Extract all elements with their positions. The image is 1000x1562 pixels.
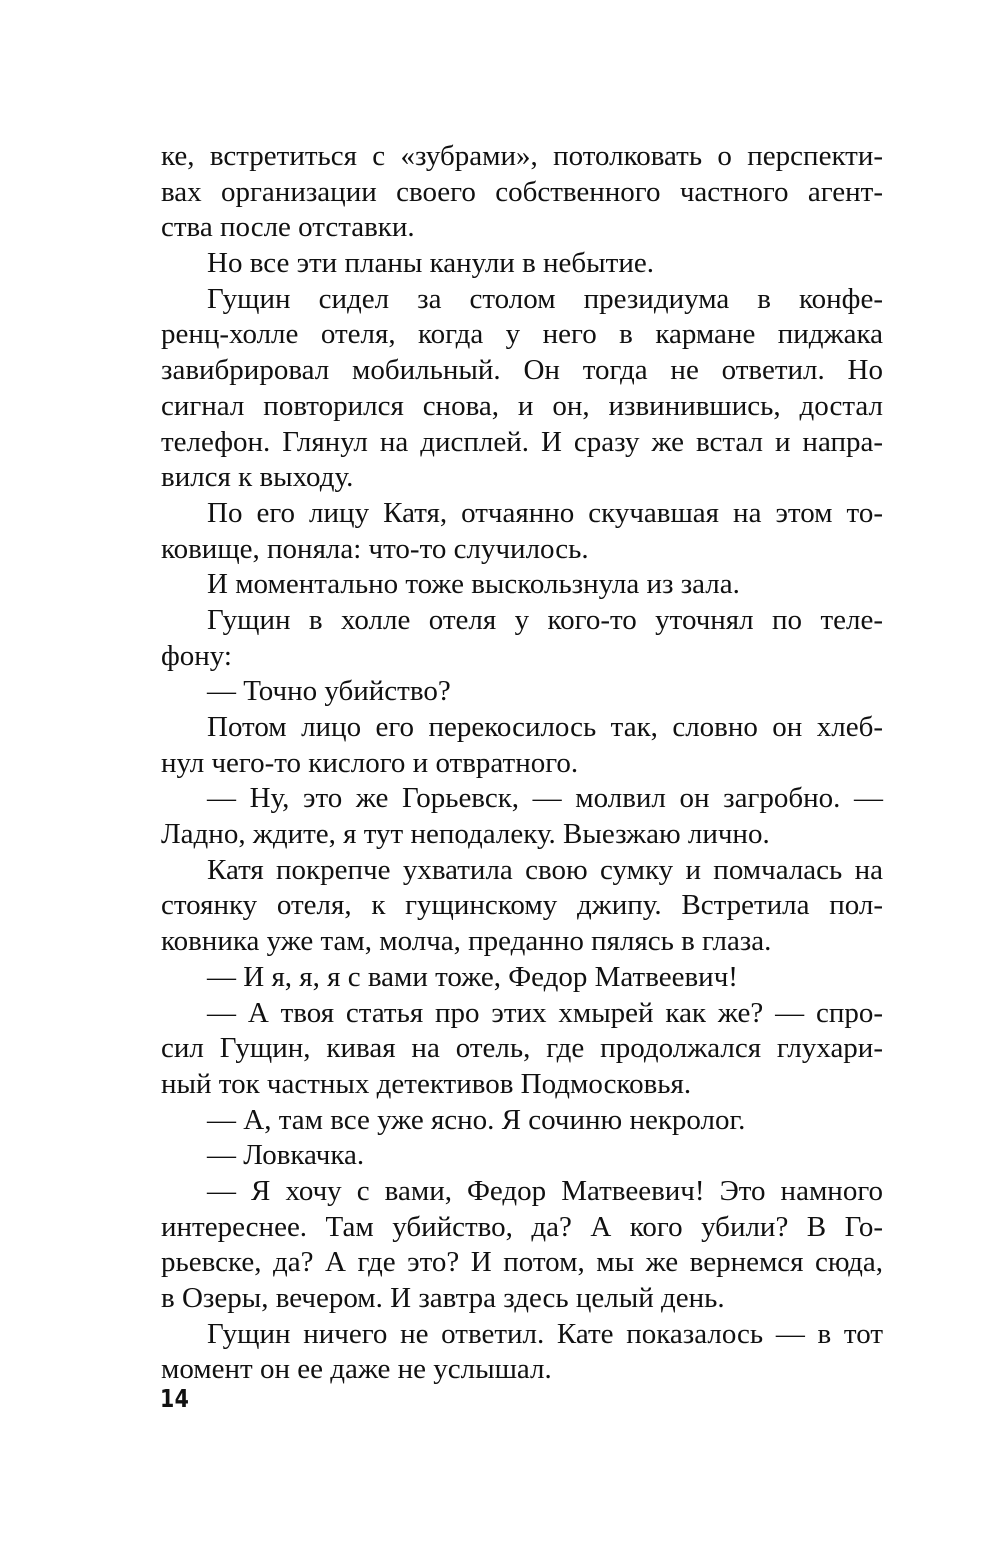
text-line: — Ловкачка. xyxy=(207,1139,365,1172)
text-line: ства после отставки. xyxy=(161,211,415,244)
text-line: — Точно убийство? xyxy=(207,675,451,708)
text-line: Гущин в холле отеля у кого-то уточнял по теле- xyxy=(207,603,883,636)
text-line: И моментально тоже выскользнула из зала. xyxy=(207,568,740,601)
text-line: — А твоя статья про этих хмырей как же? — спро- xyxy=(207,996,883,1029)
text-line: — А, там все уже ясно. Я сочиню некролог. xyxy=(207,1103,746,1136)
text-line: ковище, поняла: что-то случилось. xyxy=(161,532,589,565)
text-line: завибрировал мобильный. Он тогда не ответил. Но xyxy=(161,354,883,387)
text-line: Гущин ничего не ответил. Кате показалось — в тот xyxy=(207,1317,883,1350)
text-line: ке, встретиться с «зубрами», потолковать о перспекти- xyxy=(161,140,883,172)
text-line: Гущин сидел за столом президиума в конфе- xyxy=(207,282,883,315)
text-line: сигнал повторился снова, и он, извинившись, достал xyxy=(161,389,883,422)
body-text xyxy=(161,139,883,1388)
text-line: нул чего-то кислого и отвратного. xyxy=(161,746,579,779)
page-number: 14 xyxy=(160,1384,190,1413)
text-line: Но все эти планы канули в небытие. xyxy=(207,247,654,280)
text-line: рьевске, да? А где это? И потом, мы же вернемся сюда, xyxy=(161,1246,883,1279)
text-line: — Ну, это же Горьевск, — молвил он загробно. — xyxy=(207,782,883,815)
text-line: — Я хочу с вами, Федор Матвеевич! Это намного xyxy=(207,1174,883,1207)
text-line: интереснее. Там убийство, да? А кого убили? В Го- xyxy=(161,1210,883,1243)
text-line: — И я, я, я с вами тоже, Федор Матвеевич! xyxy=(207,960,738,993)
text-line: ный ток частных детективов Подмосковья. xyxy=(161,1067,692,1100)
text-line: Ладно, ждите, я тут неподалеку. Выезжаю лично. xyxy=(161,818,770,851)
text-line: фону: xyxy=(161,639,232,672)
text-line: момент он ее даже не услышал. xyxy=(161,1353,552,1386)
text-line: ковника уже там, молча, преданно пялясь в глаза. xyxy=(161,925,772,958)
text-line: стоянку отеля, к гущинскому джипу. Встретила пол- xyxy=(161,889,883,922)
text-line: Катя покрепче ухватила свою сумку и помчалась на xyxy=(207,853,883,886)
text-line: телефон. Глянул на дисплей. И сразу же встал и напра- xyxy=(161,425,883,458)
text-line: вах организации своего собственного частного агент- xyxy=(161,175,883,208)
text-line: По его лицу Катя, отчаянно скучавшая на этом то- xyxy=(207,496,883,529)
text-line: вился к выходу. xyxy=(161,461,354,494)
text-line: ренц-холле отеля, когда у него в кармане пиджака xyxy=(161,318,883,351)
text-line: в Озеры, вечером. И завтра здесь целый день. xyxy=(161,1282,725,1314)
text-line: сил Гущин, кивая на отель, где продолжался глухари- xyxy=(161,1032,883,1065)
text-line: Потом лицо его перекосилось так, словно он хлеб- xyxy=(207,711,883,743)
